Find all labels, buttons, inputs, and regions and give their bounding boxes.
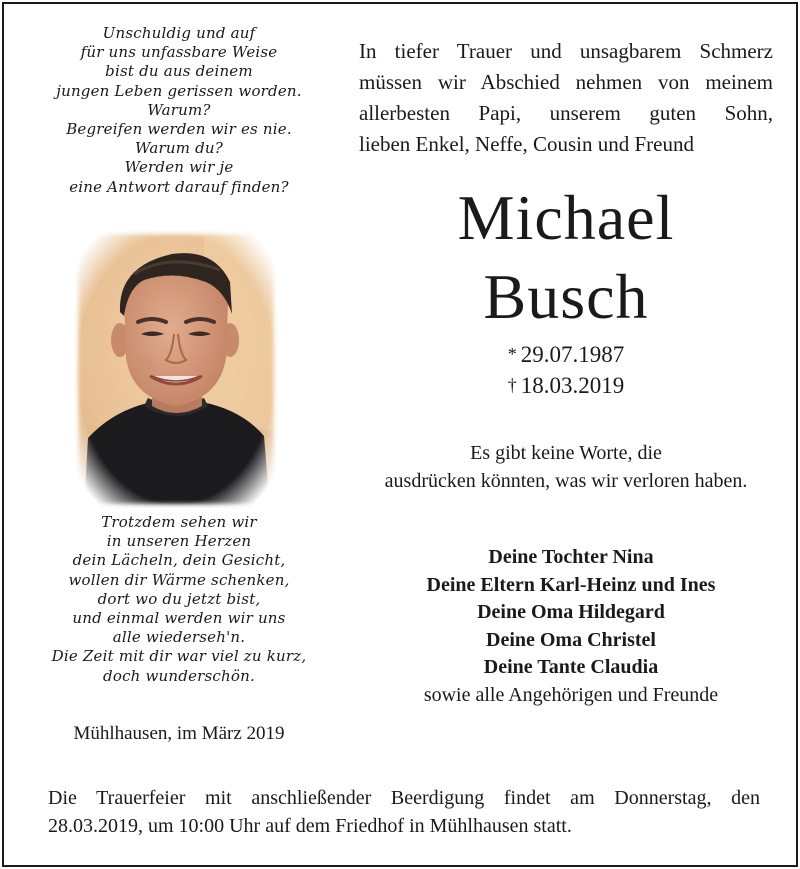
death-date: 18.03.2019 bbox=[520, 373, 625, 398]
mourners-list bbox=[359, 544, 783, 709]
place-date: Mühlhausen, im März 2019 bbox=[73, 723, 285, 744]
poem-bottom-line: Die Zeit mit dir war viel zu kurz, bbox=[51, 647, 307, 666]
quote bbox=[344, 439, 788, 495]
quote-line: Es gibt keine Worte, die bbox=[470, 442, 662, 464]
funeral-notice bbox=[48, 784, 760, 840]
quote-line: ausdrücken könnten, was wir verloren haben. bbox=[384, 470, 748, 492]
poem-top bbox=[24, 24, 334, 197]
deceased-first-name: Michael bbox=[457, 182, 675, 253]
death-cross-icon: † bbox=[507, 375, 517, 395]
birth-date-row bbox=[359, 340, 773, 371]
obituary-frame bbox=[2, 2, 798, 867]
intro-line: allerbesten Papi, unserem guten Sohn, bbox=[359, 101, 773, 125]
poem-bottom-line: alle wiederseh'n. bbox=[112, 628, 246, 647]
mourner: Deine Tochter Nina bbox=[488, 546, 654, 568]
mourner: Deine Eltern Karl-Heinz und Ines bbox=[426, 573, 716, 596]
intro-line: In tiefer Trauer und unsagbarem Schmerz bbox=[359, 39, 773, 63]
poem-bottom-line: dein Lächeln, dein Gesicht, bbox=[72, 551, 286, 570]
mourner: Deine Oma Christel bbox=[486, 628, 656, 651]
intro-text bbox=[359, 36, 773, 160]
poem-top-line: Begreifen werden wir es nie. bbox=[66, 120, 292, 139]
poem-bottom-line: dort wo du jetzt bist, bbox=[97, 589, 261, 608]
portrait-photo bbox=[74, 230, 278, 508]
poem-top-line: für uns unfassbare Weise bbox=[80, 43, 278, 62]
life-dates bbox=[359, 340, 773, 402]
mourners-closing: sowie alle Angehörigen und Freunde bbox=[423, 683, 719, 706]
poem-top-line: Werden wir je bbox=[124, 158, 234, 177]
portrait-illustration bbox=[74, 230, 278, 508]
poem-top-line: Warum du? bbox=[135, 139, 223, 158]
poem-top-line: jungen Leben gerissen worden. bbox=[56, 81, 302, 100]
intro-line: lieben Enkel, Neffe, Cousin und Freund bbox=[359, 132, 694, 156]
poem-top-line: Warum? bbox=[147, 100, 211, 119]
funeral-line: Die Trauerfeier mit anschließender Beerdigung findet am Donnerstag, den bbox=[48, 787, 760, 809]
intro-line: müssen wir Abschied nehmen von meinem bbox=[359, 70, 773, 94]
poem-top-line: bist du aus deinem bbox=[105, 62, 253, 81]
poem-bottom-line: und einmal werden wir uns bbox=[72, 609, 286, 628]
poem-top-line: Unschuldig und auf bbox=[102, 24, 256, 42]
poem-top-line: eine Antwort darauf finden? bbox=[69, 177, 289, 196]
mourner: Deine Oma Hildegard bbox=[477, 601, 665, 623]
deceased-last-name: Busch bbox=[483, 261, 649, 332]
funeral-line: 28.03.2019, um 10:00 Uhr auf dem Friedhof in Mühlhausen statt. bbox=[48, 815, 572, 837]
poem-bottom bbox=[24, 513, 334, 686]
poem-bottom-line: Trotzdem sehen wir bbox=[101, 513, 257, 531]
death-date-row bbox=[359, 371, 773, 402]
poem-bottom-line: doch wunderschön. bbox=[103, 666, 255, 685]
birth-star-icon: * bbox=[507, 344, 517, 364]
birth-date: 29.07.1987 bbox=[520, 342, 625, 367]
poem-bottom-line: in unseren Herzen bbox=[106, 532, 252, 551]
poem-bottom-line: wollen dir Wärme schenken, bbox=[68, 570, 290, 589]
mourner: Deine Tante Claudia bbox=[483, 656, 659, 678]
